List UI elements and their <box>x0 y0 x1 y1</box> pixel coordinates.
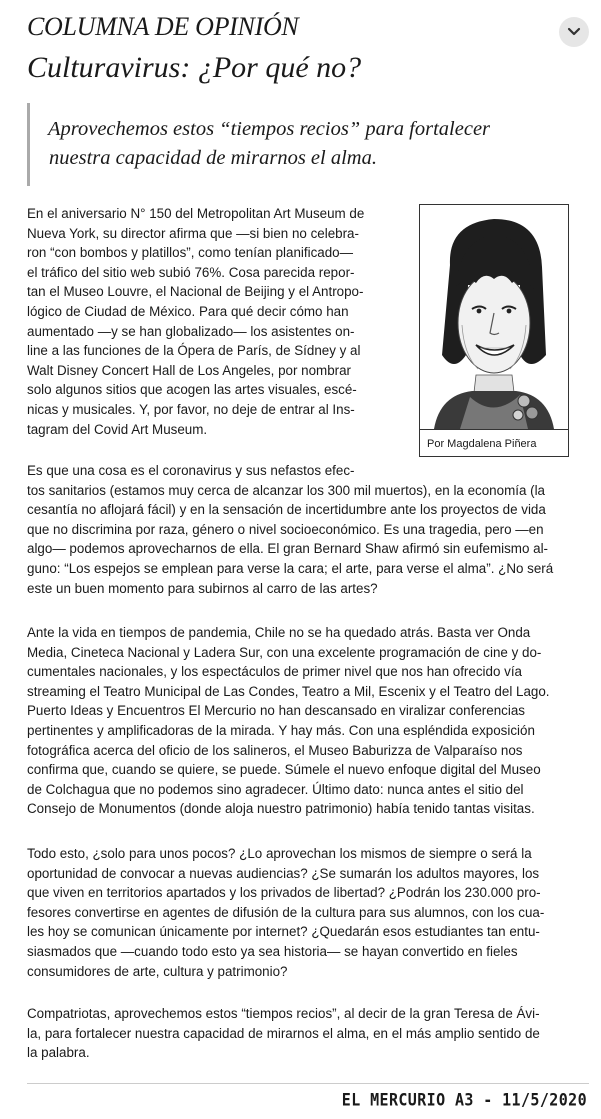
author-photo-box <box>419 204 569 457</box>
text-line: Compatriotas, aprovechemos estos “tiempos recios”, al decir de la gran Teresa de Ávi- <box>27 1006 540 1021</box>
text-line: streaming el Teatro Municipal de Las Condes, Teatro a Mil, Escenix y el Teatro del Lago. <box>27 683 550 699</box>
text-line: Puerto Ideas y Encuentros El Mercurio no han descansado en viralizar conferencias <box>27 703 525 719</box>
text-line: line a las funciones de la Ópera de París, de Sídney y al <box>27 343 361 359</box>
text-line: el tráfico del sitio web subió 76%. Cosa parecida repor- <box>27 264 355 280</box>
section-kicker: COLUMNA DE OPINIÓN <box>27 12 299 41</box>
pull-quote <box>27 103 575 186</box>
text-line: siasmados que —cuando todo esto ya sea historia— se hayan convertido en fieles <box>27 943 518 959</box>
pull-quote-line: Aprovechemos estos “tiempos recios” para fortalecer <box>48 118 491 140</box>
text-line: les hoy se comunican únicamente por internet? ¿Quedarán esos estudiantes tan entu- <box>27 924 540 940</box>
paragraph-3 <box>27 623 550 819</box>
text-line: que no discrimina por raza, género o nivel socioeconómico. Es una tragedia, pero —en <box>27 521 544 537</box>
text-line: fesores convertirse en agentes de difusión de la cultura para sus alumnos, con los cua- <box>27 904 545 920</box>
text-line: Nueva York, su director afirma que —si bien no celebra- <box>27 225 359 241</box>
chevron-down-icon <box>567 27 581 37</box>
text-line: Media, Cineteca Nacional y Ladera Sur, con una excelente programación de cine y do- <box>27 644 542 660</box>
text-line: oportunidad de convocar a nuevas audiencias? ¿Se sumarán los adultos mayores, los <box>27 865 540 881</box>
text-line: tagram del Covid Art Museum. <box>27 421 208 437</box>
text-line: Ante la vida en tiempos de pandemia, Chile no se ha quedado atrás. Basta ver Onda <box>27 625 531 640</box>
text-line: la, para fortalecer nuestra capacidad de mirarnos el alma, en el más amplio sentido de <box>27 1025 540 1041</box>
text-line: Todo esto, ¿solo para unos pocos? ¿Lo aprovechan los mismos de siempre o será la <box>27 846 532 861</box>
author-caption: Por Magdalena Piñera <box>420 429 568 457</box>
source-credit: EL MERCURIO A3 - 11/5/2020 <box>341 1089 587 1110</box>
text-line: de Colchagua que no podemos sino agradecer. Último dato: nunca antes el sitio del <box>27 781 524 797</box>
text-line: tan el Museo Louvre, el Nacional de Beijing y el Antropo- <box>27 284 364 300</box>
text-line: nicas y musicales. Y, por favor, no deje de entrar al Ins- <box>27 401 355 417</box>
paragraph-4 <box>27 844 544 981</box>
pull-quote-line: nuestra capacidad de mirarnos el alma. <box>49 147 377 169</box>
text-line: este un buen momento para subirnos al carro de las artes? <box>27 580 378 596</box>
text-line: cumentales nacionales, y los espectáculos de primer nivel que nos han ofrecido vía <box>27 664 522 680</box>
text-line: Es que una cosa es el coronavirus y sus nefastos efec- <box>27 463 355 478</box>
text-line: Consejo de Monumentos (donde aloja nuestro patrimonio) había tenido tantas visitas. <box>27 801 535 817</box>
text-line: algo— podemos aprovecharnos de ella. El gran Bernard Shaw afirmó sin eufemismo al- <box>27 541 549 557</box>
text-line: pertinentes y amplificadoras de la mirada. Y hay más. Con una espléndida exposición <box>27 722 535 738</box>
text-line: confirma que, cuando se quiere, se puede. Súmele el nuevo enfoque digital del Museo <box>27 762 541 778</box>
text-line: la palabra. <box>27 1045 90 1061</box>
text-line: aumentado —y se han globalizado— los asistentes on- <box>27 323 355 339</box>
text-line: tos sanitarios (estamos muy cerca de alcanzar los 300 mil muertos), en la economía (la <box>27 482 545 498</box>
text-line: Walt Disney Concert Hall de Los Angeles, por nombrar <box>27 362 352 378</box>
paragraph-5 <box>27 1004 540 1063</box>
paragraph-2 <box>27 461 553 598</box>
article-title: Culturavirus: ¿Por qué no? <box>27 51 362 84</box>
text-line: solo algunos sitios que acogen las artes visuales, escé- <box>27 382 357 398</box>
text-line: cesantía no aflojará fácil) y en la sensación de incertidumbre ante los proyectos de vida <box>27 502 546 518</box>
text-line: En el aniversario N° 150 del Metropolitan Art Museum de <box>27 206 365 221</box>
text-line: fotográfica acerca del oficio de los salineros, el Museo Baburizza de Valparaíso nos <box>27 742 523 758</box>
collapse-button[interactable] <box>559 17 589 47</box>
text-line: lógico de Ciudad de México. Para qué decir cómo han <box>27 303 349 319</box>
footer-divider <box>27 1083 589 1084</box>
text-line: guno: “Los espejos se emplean para verse la cara; el arte, para verse el alma”. ¿No será <box>27 560 554 576</box>
text-line: ron “con bombos y platillos”, como tenían planificado— <box>27 245 354 261</box>
author-portrait-icon <box>420 205 568 429</box>
paragraph-1 <box>27 204 364 439</box>
text-line: que viven en territorios apartados y los privados de libertad? ¿Podrán los 230.000 pro- <box>27 885 541 901</box>
text-line: consumidores de arte, cultura y patrimonio? <box>27 963 288 979</box>
